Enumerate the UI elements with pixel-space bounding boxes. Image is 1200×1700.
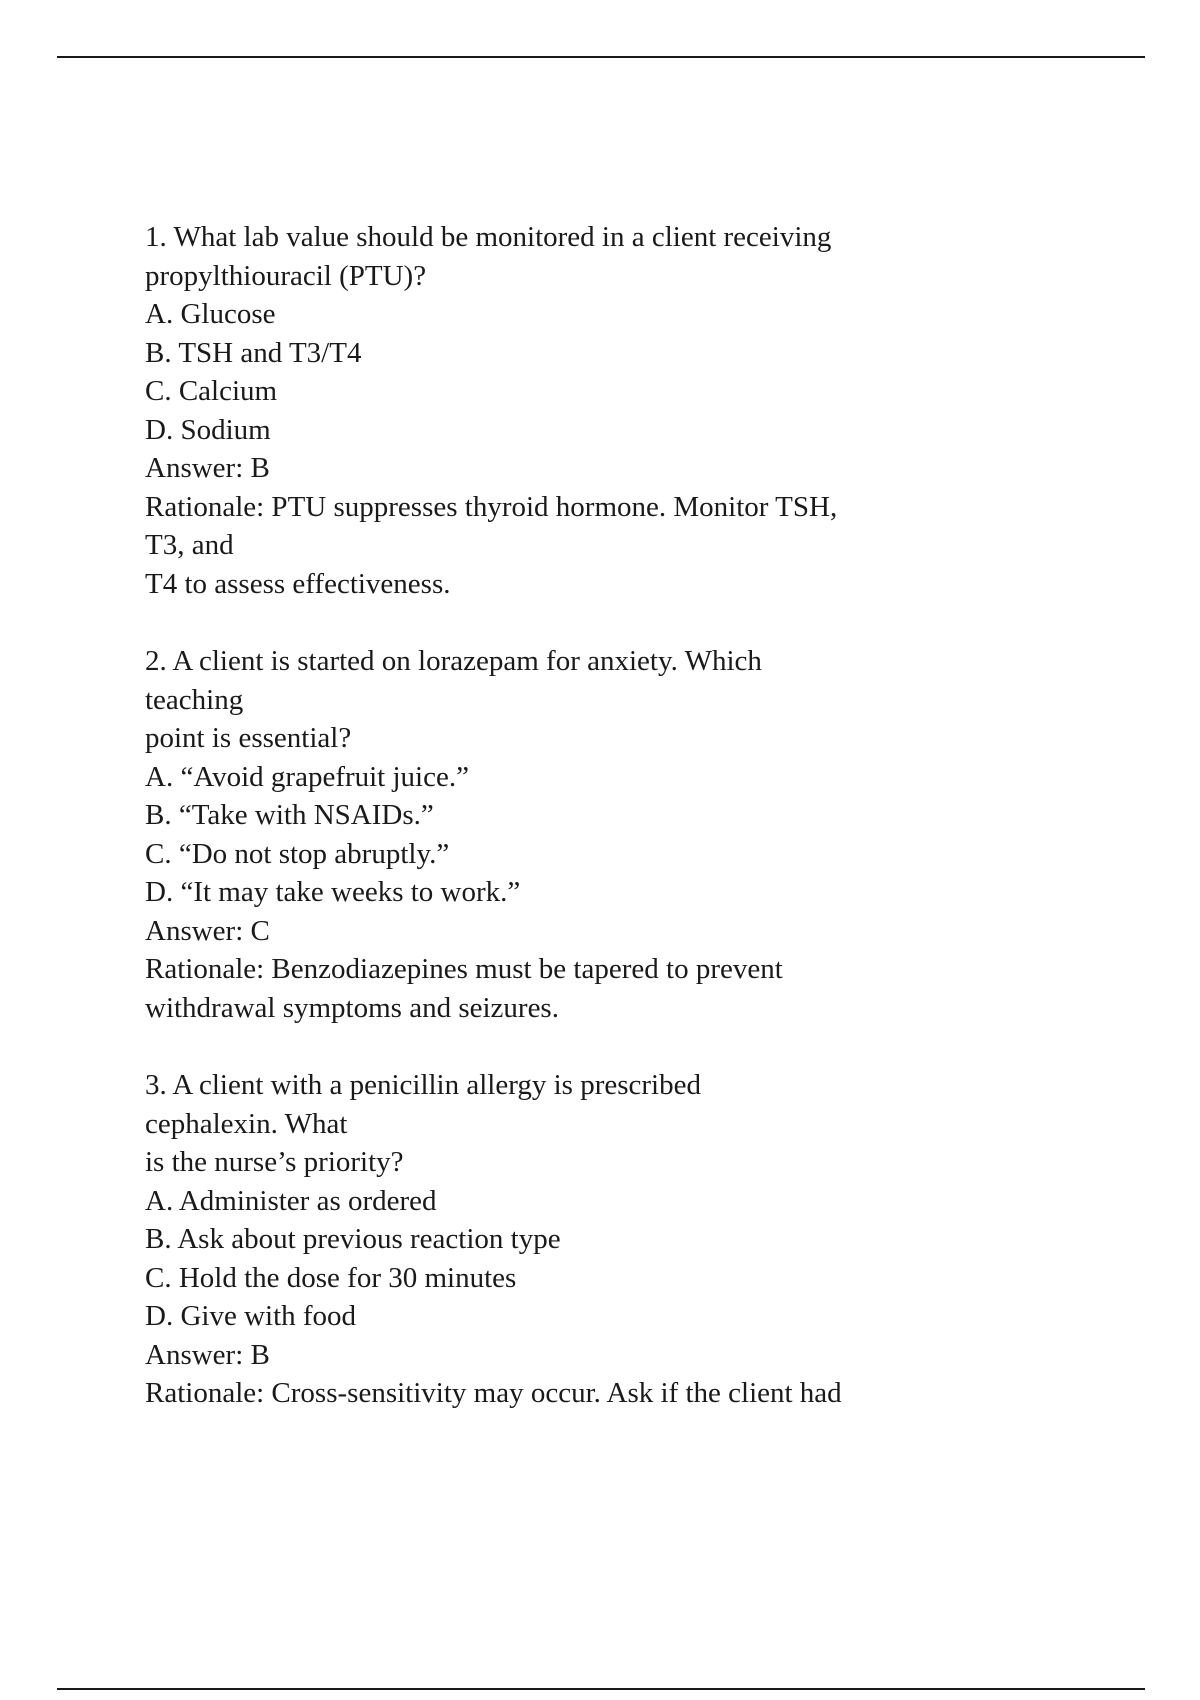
question-2-option-c: C. “Do not stop abruptly.” — [145, 837, 450, 870]
question-1-option-c: C. Calcium — [145, 375, 278, 407]
question-3 — [145, 1066, 1105, 1413]
question-1-rationale-line-1: Rationale: PTU suppresses thyroid hormone. Monitor TSH, — [145, 490, 838, 523]
question-1-rationale-line-3: T4 to assess effectiveness. — [145, 567, 451, 600]
question-2-stem-line-3: point is essential? — [145, 722, 352, 754]
question-2-option-d: D. “It may take weeks to work.” — [145, 876, 521, 908]
question-2-rationale-line-2: withdrawal symptoms and seizures. — [145, 991, 559, 1024]
question-3-option-b: B. Ask about previous reaction type — [145, 1223, 561, 1255]
question-3-rationale-line-1: Rationale: Cross-sensitivity may occur. Ask if the client had — [145, 1377, 842, 1409]
question-3-stem-line-2: cephalexin. What — [145, 1107, 348, 1140]
question-2-rationale-line-1: Rationale: Benzodiazepines must be tapered to prevent — [145, 953, 783, 985]
question-2-option-a: A. “Avoid grapefruit juice.” — [145, 760, 469, 793]
question-2 — [145, 642, 1105, 1027]
question-2-option-b: B. “Take with NSAIDs.” — [145, 799, 434, 831]
question-3-stem-line-1: 3. A client with a penicillin allergy is prescribed — [145, 1069, 701, 1101]
question-2-answer: Answer: C — [145, 914, 270, 947]
document-body — [145, 218, 1105, 1452]
bottom-divider — [57, 1688, 1145, 1690]
question-2-stem-line-1: 2. A client is started on lorazepam for anxiety. Which — [145, 645, 762, 677]
question-1-option-d: D. Sodium — [145, 413, 271, 446]
question-3-option-a: A. Administer as ordered — [145, 1184, 437, 1217]
question-2-stem-line-2: teaching — [145, 683, 244, 716]
question-3-option-d: D. Give with food — [145, 1300, 357, 1332]
question-1-option-a: A. Glucose — [145, 298, 276, 330]
question-3-answer: Answer: B — [145, 1338, 270, 1371]
question-1-option-b: B. TSH and T3/T4 — [145, 336, 362, 369]
question-1-rationale-line-2: T3, and — [145, 529, 234, 561]
question-1-stem-line-1: 1. What lab value should be monitored in a client receiving — [145, 221, 832, 253]
question-1-answer: Answer: B — [145, 452, 270, 484]
question-1 — [145, 218, 1105, 603]
question-1-stem-line-2: propylthiouracil (PTU)? — [145, 259, 427, 292]
question-3-option-c: C. Hold the dose for 30 minutes — [145, 1261, 517, 1294]
top-divider — [57, 56, 1145, 58]
question-3-stem-line-3: is the nurse’s priority? — [145, 1146, 404, 1178]
